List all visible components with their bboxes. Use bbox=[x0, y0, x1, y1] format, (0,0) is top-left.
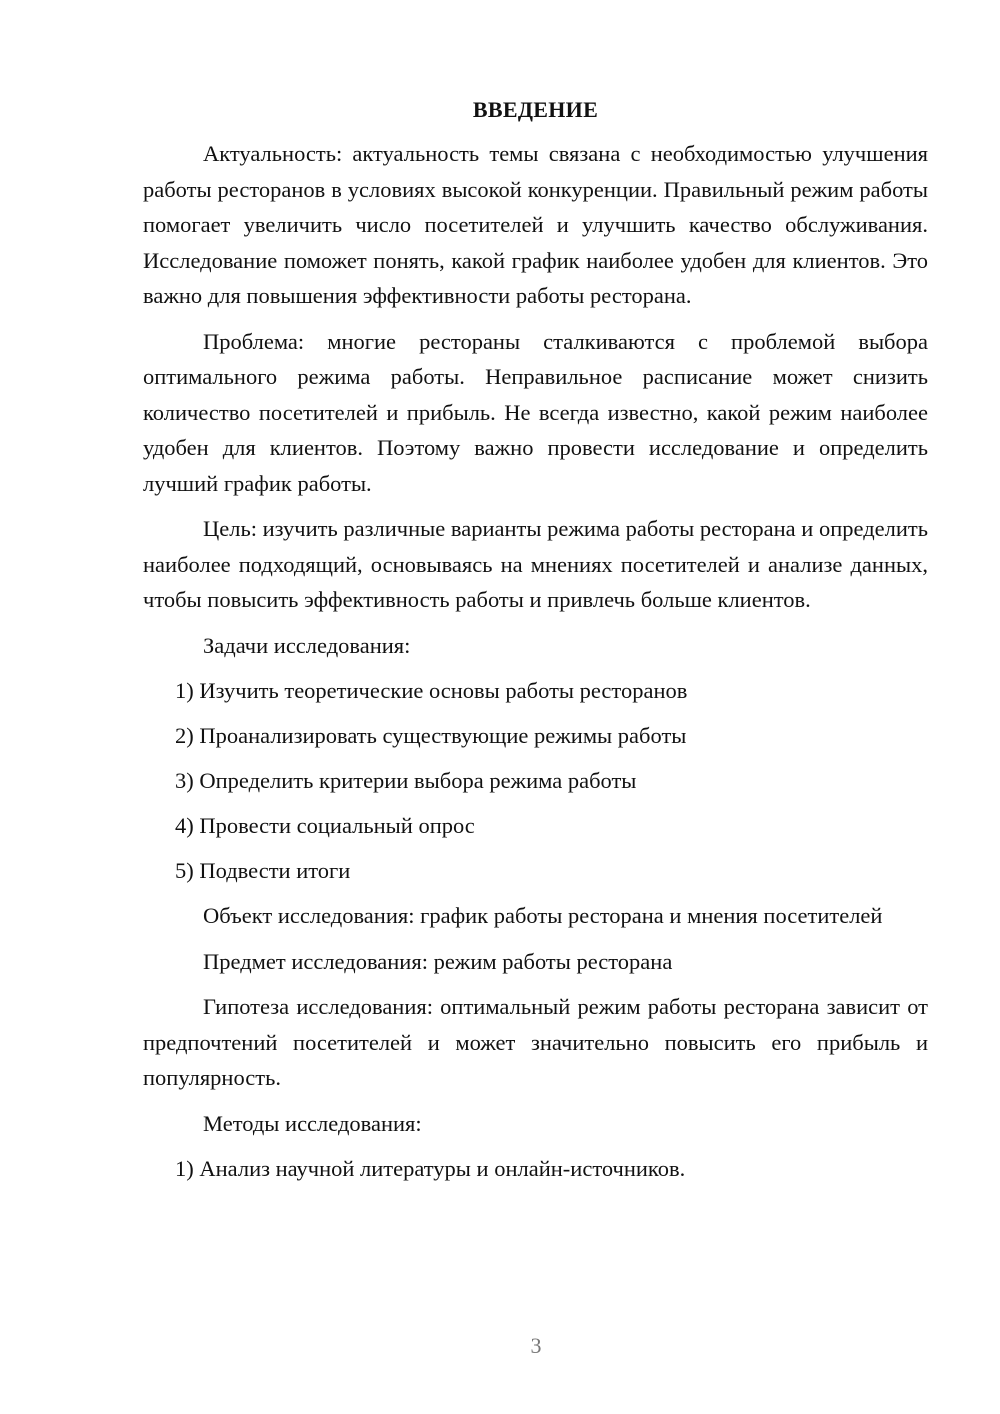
task-item-3: 3) Определить критерии выбора режима работы bbox=[175, 768, 637, 793]
paragraph-relevance: Актуальность: актуальность темы связана с необходимостью улучшения работы ресторанов в условиях высокой конкуренции. Правильный режим работы помогает увеличить число посетителей и улучшить качество обслуживания. Исследование поможет понять, какой график наиболее удобен для клиентов. Это важно для повышения эффективности работы ресторана. bbox=[143, 141, 928, 308]
task-item-2: 2) Проанализировать существующие режимы работы bbox=[175, 723, 687, 748]
paragraph-problem: Проблема: многие рестораны сталкиваются с проблемой выбора оптимального режима работы. Неправильное расписание может снизить количество посетителей и прибыль. Не всегда известно, какой режим наиболее удобен для клиентов. Поэтому важно провести исследование и определить лучший график работы. bbox=[143, 328, 928, 496]
method-item-1: 1) Анализ научной литературы и онлайн-источников. bbox=[175, 1156, 686, 1181]
page-title: ВВЕДЕНИЕ bbox=[472, 97, 599, 122]
methods-label: Методы исследования: bbox=[203, 1110, 422, 1136]
task-item-4: 4) Провести социальный опрос bbox=[175, 813, 475, 838]
paragraph-subject: Предмет исследования: режим работы ресторана bbox=[203, 948, 673, 974]
task-item-1: 1) Изучить теоретические основы работы ресторанов bbox=[175, 678, 688, 703]
document-page bbox=[143, 92, 928, 1196]
tasks-label: Задачи исследования: bbox=[203, 632, 411, 658]
page-number: 3 bbox=[530, 1333, 542, 1358]
paragraph-object: Объект исследования: график работы ресторана и мнения посетителей bbox=[203, 903, 883, 928]
paragraph-hypothesis: Гипотеза исследования: оптимальный режим работы ресторана зависит от предпочтений посетителей и может значительно повысить его прибыль и популярность. bbox=[143, 994, 928, 1090]
task-item-5: 5) Подвести итоги bbox=[175, 858, 351, 883]
paragraph-goal: Цель: изучить различные варианты режима работы ресторана и определить наиболее подходящий, основываясь на мнениях посетителей и анализе данных, чтобы повысить эффективность работы и привлечь больше клиентов. bbox=[143, 516, 928, 612]
